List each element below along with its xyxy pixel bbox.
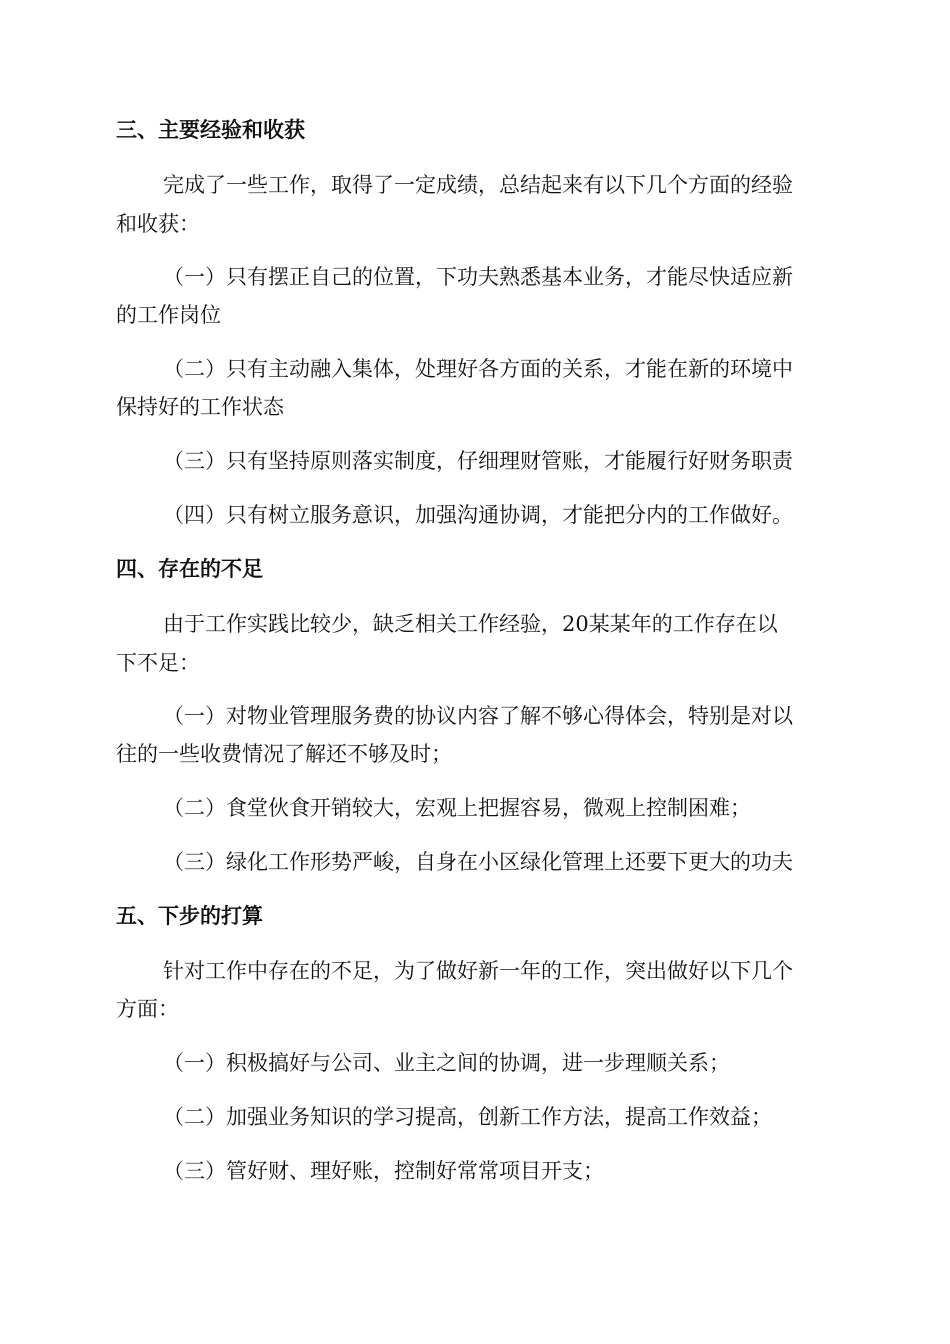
paragraph-line: 的工作岗位 <box>116 303 221 327</box>
paragraph-line: （二）食堂伙食开销较大，宏观上把握容易，微观上控制困难； <box>163 796 751 820</box>
section-heading: 四、存在的不足 <box>116 556 263 581</box>
paragraph-line: 完成了一些工作，取得了一定成绩，总结起来有以下几个方面的经验 <box>163 173 793 197</box>
paragraph-line: （一）只有摆正自己的位置，下功夫熟悉基本业务，才能尽快适应新 <box>163 265 793 289</box>
paragraph-line: 方面： <box>116 997 179 1021</box>
paragraph-line: 由于工作实践比较少，缺乏相关工作经验，20某某年的工作存在以 <box>163 612 778 636</box>
section-heading: 三、主要经验和收获 <box>116 117 305 142</box>
paragraph-line: 下不足： <box>116 651 200 675</box>
paragraph-line: （二）只有主动融入集体，处理好各方面的关系，才能在新的环境中 <box>163 357 793 381</box>
paragraph-line: （三）只有坚持原则落实制度，仔细理财管账，才能履行好财务职责 <box>163 449 793 473</box>
paragraph-line: 和收获： <box>116 212 200 236</box>
paragraph-line: （二）加强业务知识的学习提高，创新工作方法，提高工作效益； <box>163 1105 772 1129</box>
paragraph-line: （一）对物业管理服务费的协议内容了解不够心得体会，特别是对以 <box>163 704 793 728</box>
paragraph-line: （三）管好财、理好账，控制好常常项目开支； <box>163 1159 604 1183</box>
paragraph-line: （四）只有树立服务意识，加强沟通协调，才能把分内的工作做好。 <box>163 503 793 527</box>
paragraph-line: 保持好的工作状态 <box>116 395 284 419</box>
paragraph-line: 针对工作中存在的不足，为了做好新一年的工作，突出做好以下几个 <box>163 959 793 983</box>
paragraph-line: （三）绿化工作形势严峻，自身在小区绿化管理上还要下更大的功夫 <box>163 850 793 874</box>
section-heading: 五、下步的打算 <box>116 903 263 928</box>
paragraph-line: （一）积极搞好与公司、业主之间的协调，进一步理顺关系； <box>163 1051 730 1075</box>
paragraph-line: 往的一些收费情况了解还不够及时； <box>116 742 452 766</box>
